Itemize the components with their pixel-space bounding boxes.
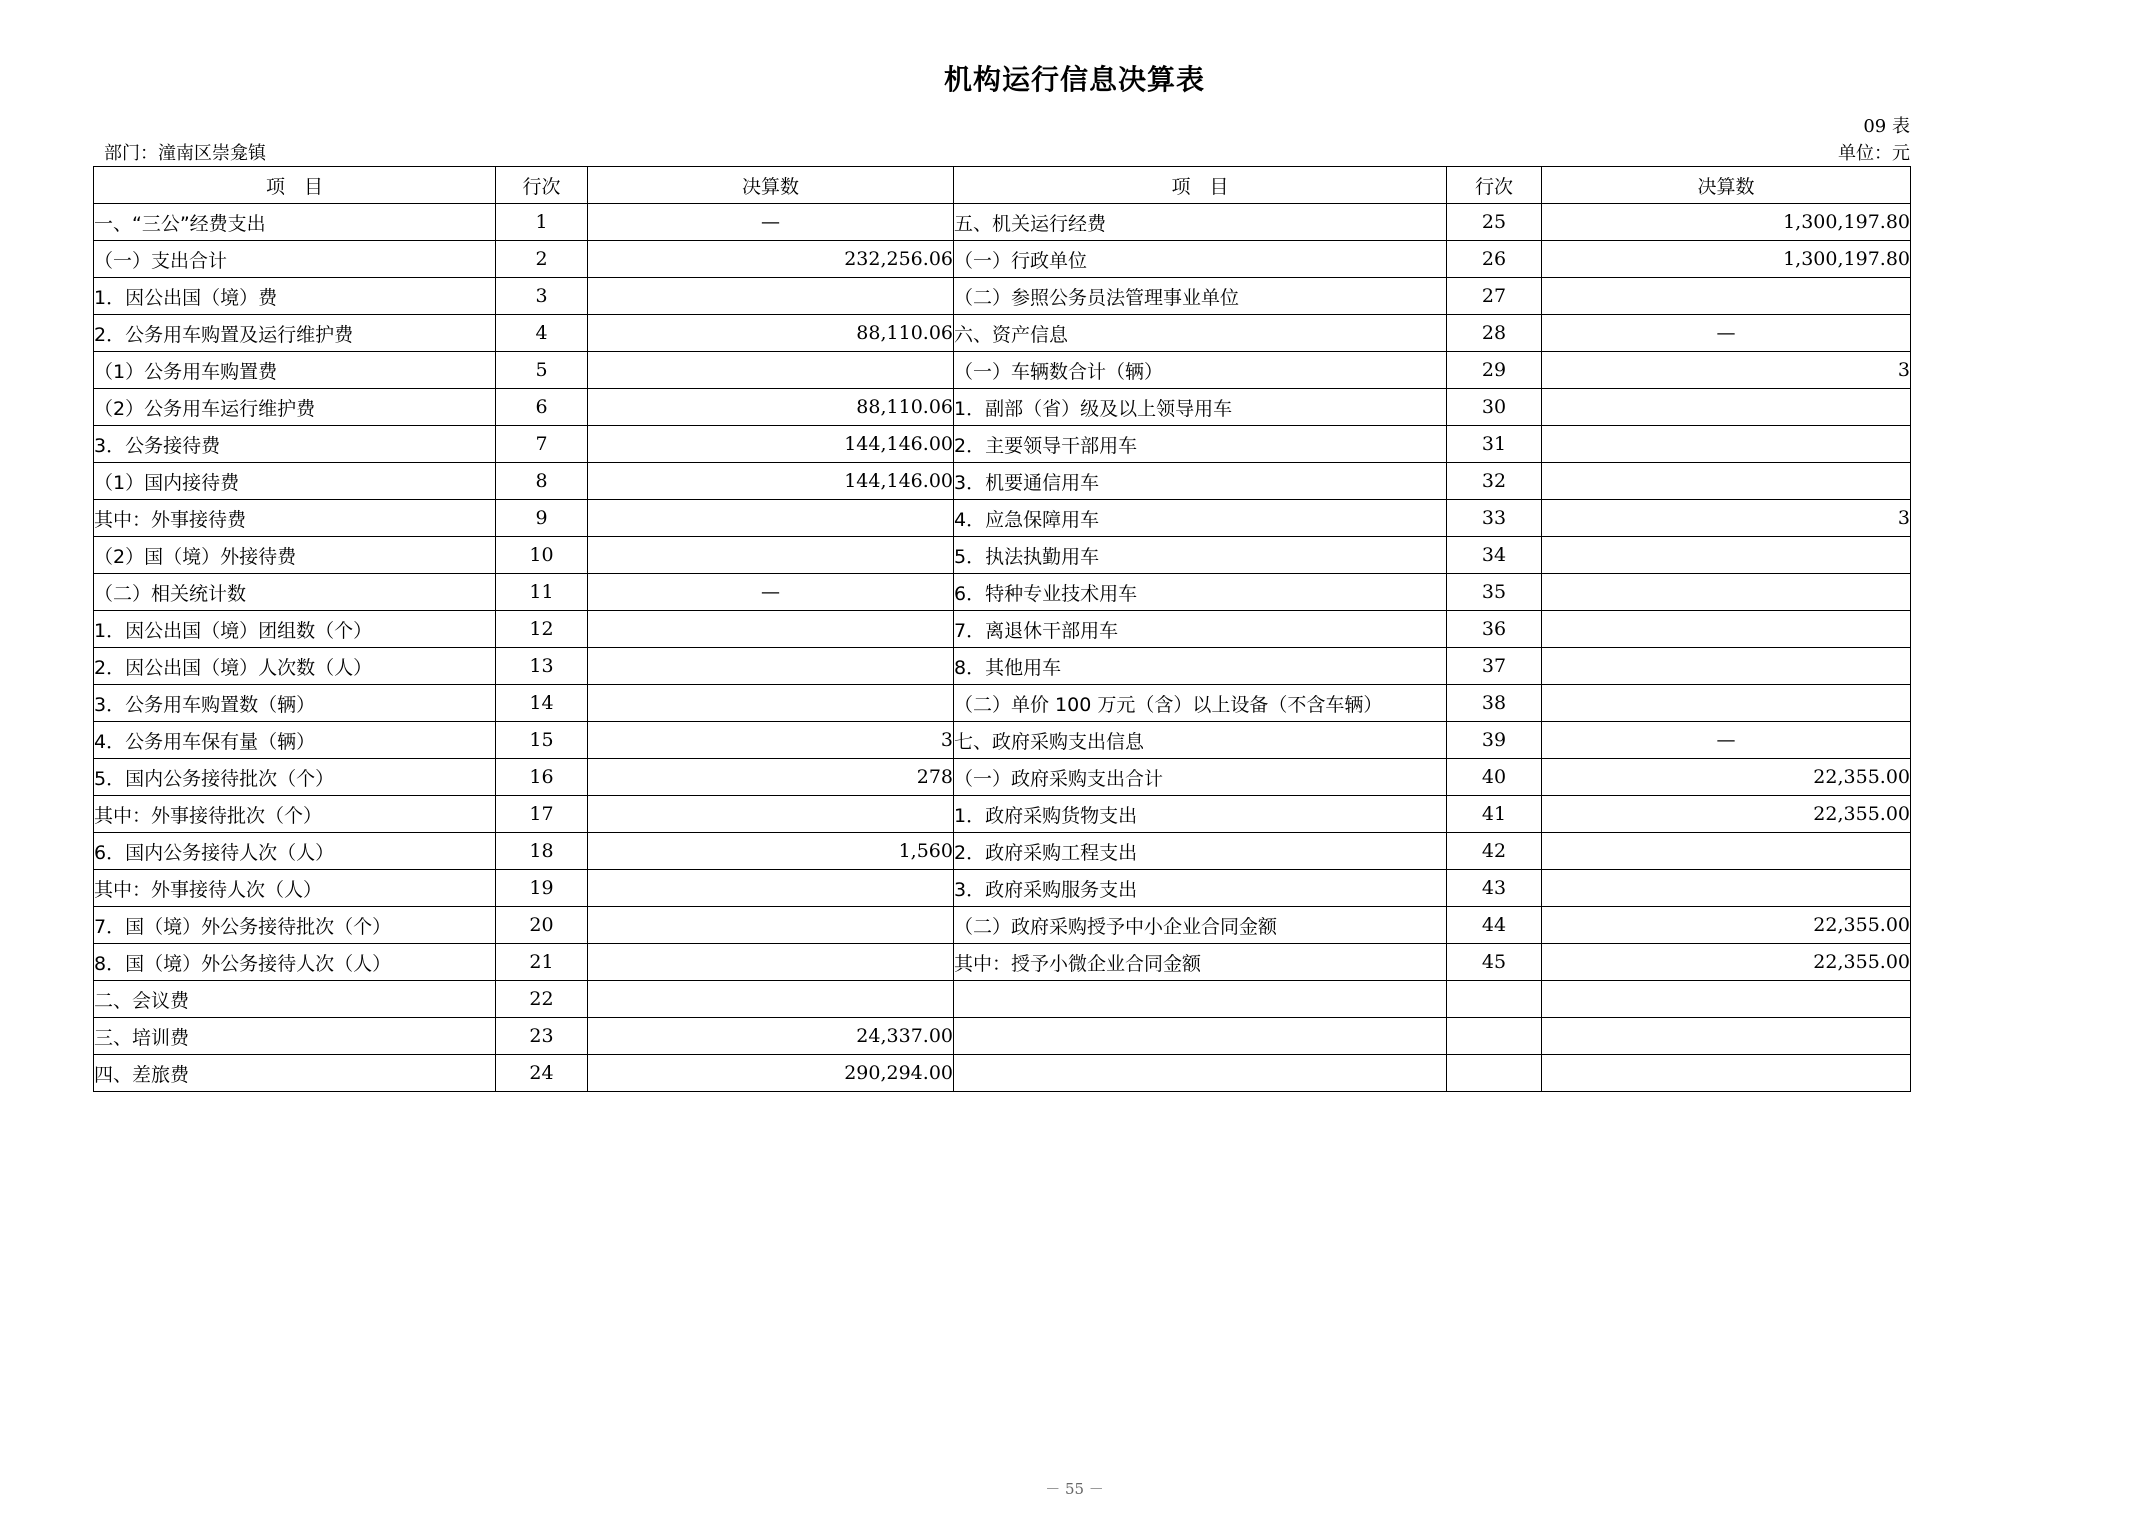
row-number-right: 43 xyxy=(1447,870,1542,907)
row-number-left: 15 xyxy=(496,722,588,759)
row-amount-left xyxy=(588,870,954,907)
row-number-right: 26 xyxy=(1447,241,1542,278)
row-number-right: 33 xyxy=(1447,500,1542,537)
table-row xyxy=(94,981,1911,1018)
row-amount-right xyxy=(1542,537,1911,574)
row-amount-right xyxy=(1542,833,1911,870)
row-item-left: 2．公务用车购置及运行维护费 xyxy=(94,315,496,352)
row-number-left: 18 xyxy=(496,833,588,870)
department-label: 部门：潼南区崇龛镇 xyxy=(104,143,266,164)
row-item-right: （一）车辆数合计（辆） xyxy=(954,352,1447,389)
table-code: 09 表 xyxy=(1863,116,1910,137)
table-row xyxy=(94,611,1911,648)
table-row xyxy=(94,278,1911,315)
row-amount-left: — xyxy=(588,574,954,611)
table-row xyxy=(94,796,1911,833)
row-item-right: 其中：授予小微企业合同金额 xyxy=(954,944,1447,981)
row-item-right: 8．其他用车 xyxy=(954,648,1447,685)
table-row xyxy=(94,722,1911,759)
row-number-right xyxy=(1447,1018,1542,1055)
row-item-left: 4．公务用车保有量（辆） xyxy=(94,722,496,759)
row-number-left: 12 xyxy=(496,611,588,648)
row-item-right: 七、政府采购支出信息 xyxy=(954,722,1447,759)
row-number-right: 37 xyxy=(1447,648,1542,685)
row-item-left: 其中：外事接待人次（人） xyxy=(94,870,496,907)
row-amount-right xyxy=(1542,981,1911,1018)
row-amount-left xyxy=(588,648,954,685)
row-amount-right: 22,355.00 xyxy=(1542,907,1911,944)
row-number-right xyxy=(1447,1055,1542,1092)
table-row xyxy=(94,204,1911,241)
budget-table xyxy=(93,166,1911,1092)
table-row xyxy=(94,241,1911,278)
row-amount-right xyxy=(1542,426,1911,463)
row-amount-left: 290,294.00 xyxy=(588,1055,954,1092)
row-item-left: （一）支出合计 xyxy=(94,241,496,278)
row-amount-right: 1,300,197.80 xyxy=(1542,204,1911,241)
page-title: 机构运行信息决算表 xyxy=(943,63,1205,96)
table-body xyxy=(94,204,1911,1092)
row-amount-left xyxy=(588,685,954,722)
table-row xyxy=(94,944,1911,981)
row-amount-right: 22,355.00 xyxy=(1542,796,1911,833)
row-item-right: 3．机要通信用车 xyxy=(954,463,1447,500)
row-item-left: 一、“三公”经费支出 xyxy=(94,204,496,241)
row-amount-right xyxy=(1542,685,1911,722)
row-amount-right xyxy=(1542,389,1911,426)
table-row xyxy=(94,500,1911,537)
row-item-left: 其中：外事接待批次（个） xyxy=(94,796,496,833)
header-row-no-right: 行次 xyxy=(1447,167,1542,204)
row-number-left: 11 xyxy=(496,574,588,611)
row-item-right xyxy=(954,1018,1447,1055)
row-item-left: （2）国（境）外接待费 xyxy=(94,537,496,574)
row-item-right xyxy=(954,981,1447,1018)
row-item-right: 六、资产信息 xyxy=(954,315,1447,352)
header-item-left: 项 目 xyxy=(94,167,496,204)
row-amount-right: 22,355.00 xyxy=(1542,759,1911,796)
row-number-right: 34 xyxy=(1447,537,1542,574)
table-row xyxy=(94,833,1911,870)
table-row xyxy=(94,759,1911,796)
unit-label: 单位：元 xyxy=(1838,143,1910,164)
row-number-left: 6 xyxy=(496,389,588,426)
table-row xyxy=(94,685,1911,722)
row-item-left: 7．国（境）外公务接待批次（个） xyxy=(94,907,496,944)
row-amount-right: 22,355.00 xyxy=(1542,944,1911,981)
row-number-right: 42 xyxy=(1447,833,1542,870)
table-row xyxy=(94,426,1911,463)
table-row xyxy=(94,1055,1911,1092)
row-amount-left: 88,110.06 xyxy=(588,315,954,352)
row-item-right: 五、机关运行经费 xyxy=(954,204,1447,241)
row-item-right: 1．副部（省）级及以上领导用车 xyxy=(954,389,1447,426)
row-number-right: 45 xyxy=(1447,944,1542,981)
row-item-right: 4．应急保障用车 xyxy=(954,500,1447,537)
row-item-right: 3．政府采购服务支出 xyxy=(954,870,1447,907)
row-number-left: 19 xyxy=(496,870,588,907)
row-amount-right: 3 xyxy=(1542,352,1911,389)
header-row-no-left: 行次 xyxy=(496,167,588,204)
row-item-right: 5．执法执勤用车 xyxy=(954,537,1447,574)
row-item-right: 2．主要领导干部用车 xyxy=(954,426,1447,463)
table-row xyxy=(94,574,1911,611)
row-number-left: 10 xyxy=(496,537,588,574)
row-item-left: （1）公务用车购置费 xyxy=(94,352,496,389)
row-number-left: 24 xyxy=(496,1055,588,1092)
table-row xyxy=(94,537,1911,574)
table-row xyxy=(94,463,1911,500)
row-number-left: 20 xyxy=(496,907,588,944)
row-amount-left: 278 xyxy=(588,759,954,796)
row-number-right: 41 xyxy=(1447,796,1542,833)
row-number-left: 5 xyxy=(496,352,588,389)
table-row xyxy=(94,648,1911,685)
row-item-right xyxy=(954,1055,1447,1092)
row-amount-left xyxy=(588,796,954,833)
row-item-right: （二）政府采购授予中小企业合同金额 xyxy=(954,907,1447,944)
row-item-left: 2．因公出国（境）人次数（人） xyxy=(94,648,496,685)
row-amount-right: — xyxy=(1542,722,1911,759)
row-item-left: 四、差旅费 xyxy=(94,1055,496,1092)
row-amount-left xyxy=(588,352,954,389)
row-number-left: 9 xyxy=(496,500,588,537)
row-amount-right xyxy=(1542,1055,1911,1092)
row-amount-right xyxy=(1542,870,1911,907)
row-item-right: （一）行政单位 xyxy=(954,241,1447,278)
row-number-left: 4 xyxy=(496,315,588,352)
row-number-left: 1 xyxy=(496,204,588,241)
table-row xyxy=(94,907,1911,944)
row-number-left: 22 xyxy=(496,981,588,1018)
row-number-right: 25 xyxy=(1447,204,1542,241)
row-amount-left xyxy=(588,944,954,981)
row-item-left: 三、培训费 xyxy=(94,1018,496,1055)
row-number-left: 16 xyxy=(496,759,588,796)
row-amount-left xyxy=(588,537,954,574)
row-number-right: 32 xyxy=(1447,463,1542,500)
row-number-left: 2 xyxy=(496,241,588,278)
row-number-left: 8 xyxy=(496,463,588,500)
row-number-right: 38 xyxy=(1447,685,1542,722)
header-item-right: 项 目 xyxy=(954,167,1447,204)
table-header-row xyxy=(94,167,1911,204)
row-amount-left xyxy=(588,611,954,648)
row-item-right: 7．离退休干部用车 xyxy=(954,611,1447,648)
row-number-right: 44 xyxy=(1447,907,1542,944)
table-row xyxy=(94,1018,1911,1055)
row-amount-left xyxy=(588,278,954,315)
header-amount-right: 决算数 xyxy=(1542,167,1911,204)
table-row xyxy=(94,389,1911,426)
row-item-left: 5．国内公务接待批次（个） xyxy=(94,759,496,796)
row-item-right: 6．特种专业技术用车 xyxy=(954,574,1447,611)
row-number-left: 17 xyxy=(496,796,588,833)
page-number: － 55 － xyxy=(1045,1480,1104,1498)
row-amount-left: 24,337.00 xyxy=(588,1018,954,1055)
row-amount-right xyxy=(1542,463,1911,500)
row-number-right: 40 xyxy=(1447,759,1542,796)
table-row xyxy=(94,315,1911,352)
row-number-left: 3 xyxy=(496,278,588,315)
row-amount-left xyxy=(588,500,954,537)
row-item-right: 1．政府采购货物支出 xyxy=(954,796,1447,833)
row-number-right: 31 xyxy=(1447,426,1542,463)
row-number-left: 23 xyxy=(496,1018,588,1055)
header-amount-left: 决算数 xyxy=(588,167,954,204)
row-amount-left: — xyxy=(588,204,954,241)
row-number-right: 36 xyxy=(1447,611,1542,648)
row-amount-right xyxy=(1542,611,1911,648)
row-item-left: 8．国（境）外公务接待人次（人） xyxy=(94,944,496,981)
row-amount-left xyxy=(588,981,954,1018)
row-amount-left: 3 xyxy=(588,722,954,759)
row-number-right xyxy=(1447,981,1542,1018)
row-item-left: 1．因公出国（境）费 xyxy=(94,278,496,315)
table-row xyxy=(94,870,1911,907)
row-number-right: 27 xyxy=(1447,278,1542,315)
row-amount-right: — xyxy=(1542,315,1911,352)
row-amount-left: 88,110.06 xyxy=(588,389,954,426)
row-item-left: 二、会议费 xyxy=(94,981,496,1018)
row-item-left: （二）相关统计数 xyxy=(94,574,496,611)
row-amount-left: 144,146.00 xyxy=(588,426,954,463)
row-amount-left: 1,560 xyxy=(588,833,954,870)
row-amount-right xyxy=(1542,574,1911,611)
row-number-right: 35 xyxy=(1447,574,1542,611)
row-item-left: 3．公务接待费 xyxy=(94,426,496,463)
row-amount-right: 3 xyxy=(1542,500,1911,537)
row-amount-right xyxy=(1542,648,1911,685)
row-number-right: 29 xyxy=(1447,352,1542,389)
row-number-left: 21 xyxy=(496,944,588,981)
row-number-right: 28 xyxy=(1447,315,1542,352)
row-amount-right xyxy=(1542,278,1911,315)
table-row xyxy=(94,352,1911,389)
row-number-left: 7 xyxy=(496,426,588,463)
row-item-left: 6．国内公务接待人次（人） xyxy=(94,833,496,870)
row-item-right: （一）政府采购支出合计 xyxy=(954,759,1447,796)
row-amount-left: 232,256.06 xyxy=(588,241,954,278)
row-item-right: （二）参照公务员法管理事业单位 xyxy=(954,278,1447,315)
row-item-right: （二）单价 100 万元（含）以上设备（不含车辆） xyxy=(954,685,1447,722)
row-amount-left: 144,146.00 xyxy=(588,463,954,500)
row-item-left: 1．因公出国（境）团组数（个） xyxy=(94,611,496,648)
row-item-left: （1）国内接待费 xyxy=(94,463,496,500)
row-item-left: 其中：外事接待费 xyxy=(94,500,496,537)
row-number-right: 39 xyxy=(1447,722,1542,759)
row-number-right: 30 xyxy=(1447,389,1542,426)
row-item-left: （2）公务用车运行维护费 xyxy=(94,389,496,426)
row-amount-right: 1,300,197.80 xyxy=(1542,241,1911,278)
row-amount-right xyxy=(1542,1018,1911,1055)
row-number-left: 13 xyxy=(496,648,588,685)
row-item-right: 2．政府采购工程支出 xyxy=(954,833,1447,870)
row-number-left: 14 xyxy=(496,685,588,722)
row-item-left: 3．公务用车购置数（辆） xyxy=(94,685,496,722)
row-amount-left xyxy=(588,907,954,944)
